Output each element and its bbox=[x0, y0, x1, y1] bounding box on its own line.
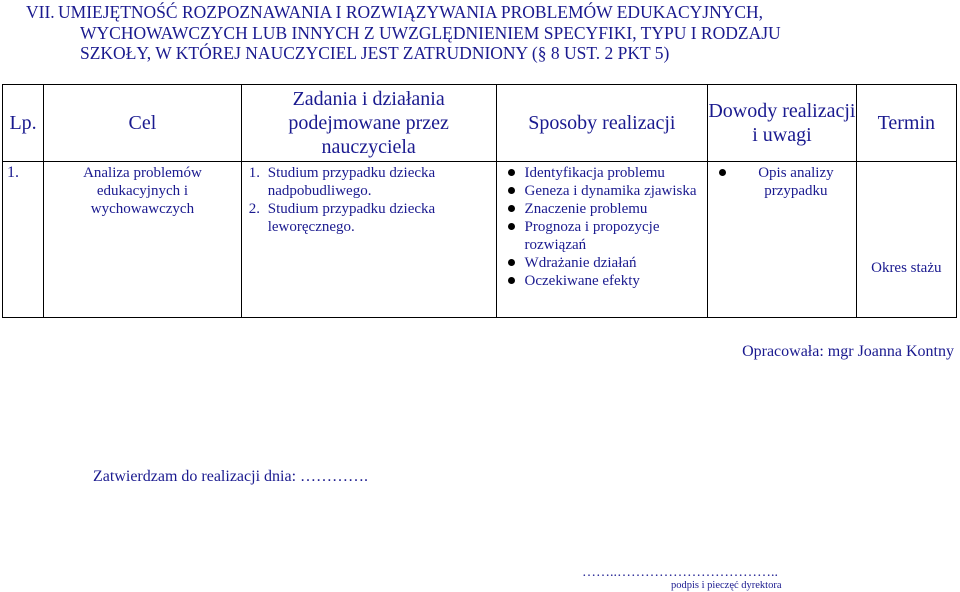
cell-lp bbox=[3, 162, 44, 318]
list-item: Oczekiwane efekty bbox=[525, 272, 708, 290]
list-item: Opis analizy przypadku bbox=[736, 164, 855, 200]
evidence-list bbox=[708, 164, 855, 200]
section-heading bbox=[0, 2, 960, 64]
heading-line-1 bbox=[0, 2, 960, 23]
list-item: Identyfikacja problemu bbox=[525, 164, 708, 182]
signature-label: podpis i pieczęć dyrektora bbox=[671, 580, 782, 591]
row-number: 1. bbox=[7, 164, 19, 181]
row-goal: Analiza problemów edukacyjnych i wychowawczych bbox=[83, 165, 202, 217]
header-cel: Cel bbox=[44, 85, 242, 162]
plan-table bbox=[2, 84, 957, 318]
approval-line: Zatwierdzam do realizacji dnia: …………. bbox=[93, 468, 369, 485]
cell-sposoby bbox=[496, 162, 708, 318]
heading-line-2: WYCHOWAWCZYCH LUB INNYCH Z UWZGLĘDNIENIEM SPECYFIKI, TYPU I RODZAJU bbox=[80, 22, 781, 43]
cell-cel bbox=[44, 162, 242, 318]
header-termin: Termin bbox=[856, 85, 956, 162]
heading-text-1: UMIEJĘTNOŚĆ ROZPOZNAWANIA I ROZWIĄZYWANIA PROBLEMÓW EDUKACYJNYCH, bbox=[58, 2, 764, 22]
section-number: VII. bbox=[26, 2, 55, 22]
list-item: Znaczenie problemu bbox=[525, 200, 708, 218]
cell-zadania bbox=[241, 162, 496, 318]
heading-line-3: SZKOŁY, W KTÓREJ NAUCZYCIEL JEST ZATRUDNIONY (§ 8 UST. 2 PKT 5) bbox=[80, 43, 670, 63]
list-item: 2. Studium przypadku dziecka leworęcznego. bbox=[264, 200, 496, 236]
list-item: Geneza i dynamika zjawiska bbox=[525, 182, 708, 200]
header-sposoby: Sposoby realizacji bbox=[496, 85, 708, 162]
signature-line: ……..…………………………….. bbox=[582, 565, 778, 580]
table-header-row bbox=[3, 85, 957, 162]
cell-dowody bbox=[708, 162, 856, 318]
list-item: Wdrażanie działań bbox=[525, 254, 708, 272]
row-term: Okres stażu bbox=[871, 259, 942, 276]
list-item: 1. Studium przypadku dziecka nadpobudliwego. bbox=[264, 164, 496, 200]
author-line: Opracowała: mgr Joanna Kontny bbox=[742, 343, 954, 360]
table-row bbox=[3, 162, 957, 318]
tasks-list bbox=[242, 164, 496, 236]
cell-termin bbox=[856, 162, 956, 318]
methods-list bbox=[497, 164, 708, 290]
header-lp: Lp. bbox=[3, 85, 44, 162]
header-dowody: Dowody realizacji i uwagi bbox=[708, 85, 856, 162]
list-item: Prognoza i propozycje rozwiązań bbox=[525, 218, 708, 254]
header-zadania: Zadania i działania podejmowane przez nauczyciela bbox=[241, 85, 496, 162]
